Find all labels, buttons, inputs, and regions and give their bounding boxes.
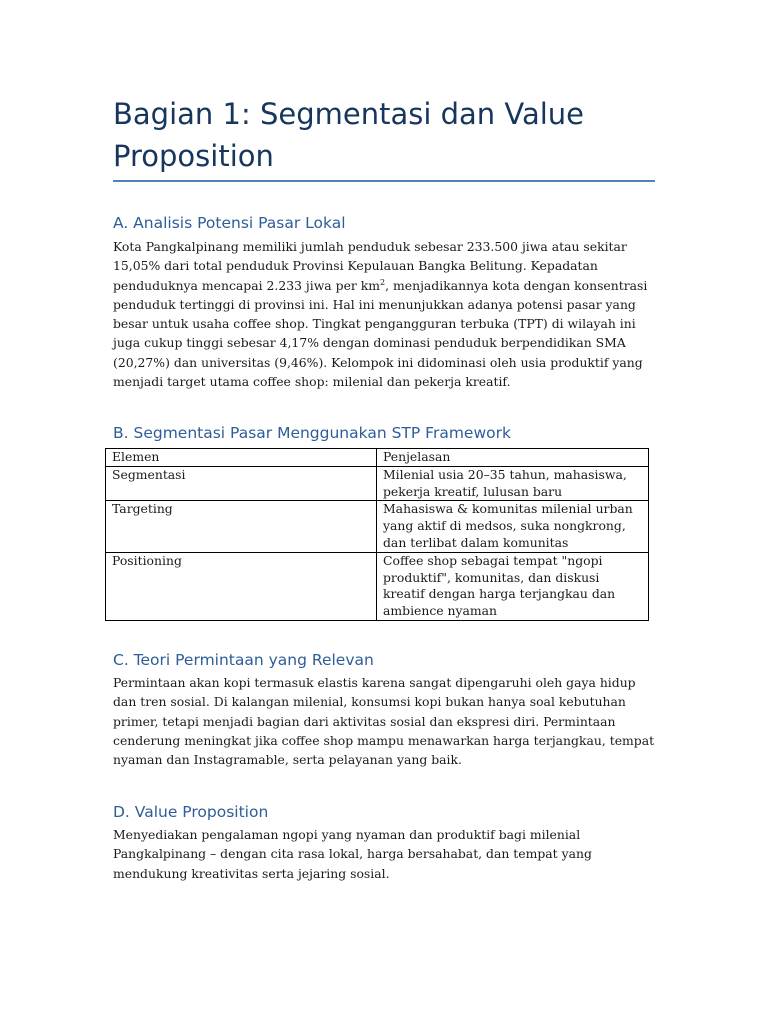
section-d-heading: D. Value Proposition (113, 803, 269, 821)
table-header-row (106, 449, 649, 467)
section-a-text-part2: , menjadikannya kota dengan konsentrasi penduduk tertinggi di provinsi ini. Hal ini menunjukkan adanya potensi pasar yang besar untuk usaha coffee shop. Tingkat pengangguran terbuka (TPT) di wilayah ini juga cukup tinggi sebesar 4,17% dengan dominasi penduduk berpendidikan SMA (20,27%) dan universitas (9,46%). Kelompok ini didominasi oleh usia produktif yang menjadi target utama coffee shop: milenial dan pekerja kreatif. (113, 277, 648, 390)
section-b-heading: B. Segmentasi Pasar Menggunakan STP Framework (113, 424, 511, 442)
table-cell-elemen: Targeting (106, 501, 377, 552)
table-cell-penjelasan: Milenial usia 20–35 tahun, mahasiswa, pekerja kreatif, lulusan baru (377, 466, 649, 501)
table-cell-elemen: Positioning (106, 552, 377, 620)
table-header-cell: Penjelasan (377, 449, 649, 467)
section-a-text-part1: Kota Pangkalpinang memiliki jumlah penduduk sebesar 233.500 jiwa atau sekitar 15,05% dari total penduduk Provinsi Kepulauan Bangka Belitung. Kepadatan penduduknya mencapai 2.233 jiwa per km (113, 239, 627, 293)
table-row (106, 501, 649, 552)
section-c-heading: C. Teori Permintaan yang Relevan (113, 651, 374, 669)
table-cell-penjelasan: Coffee shop sebagai tempat "ngopi produktif", komunitas, dan diskusi kreatif dengan harga terjangkau dan ambience nyaman (377, 552, 649, 620)
table-header-cell: Elemen (106, 449, 377, 467)
section-a-heading: A. Analisis Potensi Pasar Lokal (113, 214, 346, 232)
stp-table (105, 448, 649, 621)
table-cell-penjelasan: Mahasiswa & komunitas milenial urban yang aktif di medsos, suka nongkrong, dan terlibat dalam komunitas (377, 501, 649, 552)
table-row (106, 552, 649, 620)
page-title: Bagian 1: Segmentasi dan Value Proposition (113, 97, 585, 173)
table-row (106, 466, 649, 501)
superscript-two: 2 (380, 277, 386, 287)
section-d-paragraph: Menyediakan pengalaman ngopi yang nyaman dan produktif bagi milenial Pangkalpinang – dengan cita rasa lokal, harga bersahabat, dan tempat yang mendukung kreativitas serta jejaring sosial. (113, 827, 592, 881)
section-a-paragraph (113, 237, 658, 391)
table-cell-elemen: Segmentasi (106, 466, 377, 501)
title-divider (113, 180, 655, 182)
section-c-paragraph: Permintaan akan kopi termasuk elastis karena sangat dipengaruhi oleh gaya hidup dan tren sosial. Di kalangan milenial, konsumsi kopi bukan hanya soal kebutuhan primer, tetapi menjadi bagian dari aktivitas sosial dan ekspresi diri. Permintaan cenderung meningkat jika coffee shop mampu menawarkan harga terjangkau, tempat nyaman dan Instagramable, serta pelayanan yang baik. (113, 675, 655, 768)
